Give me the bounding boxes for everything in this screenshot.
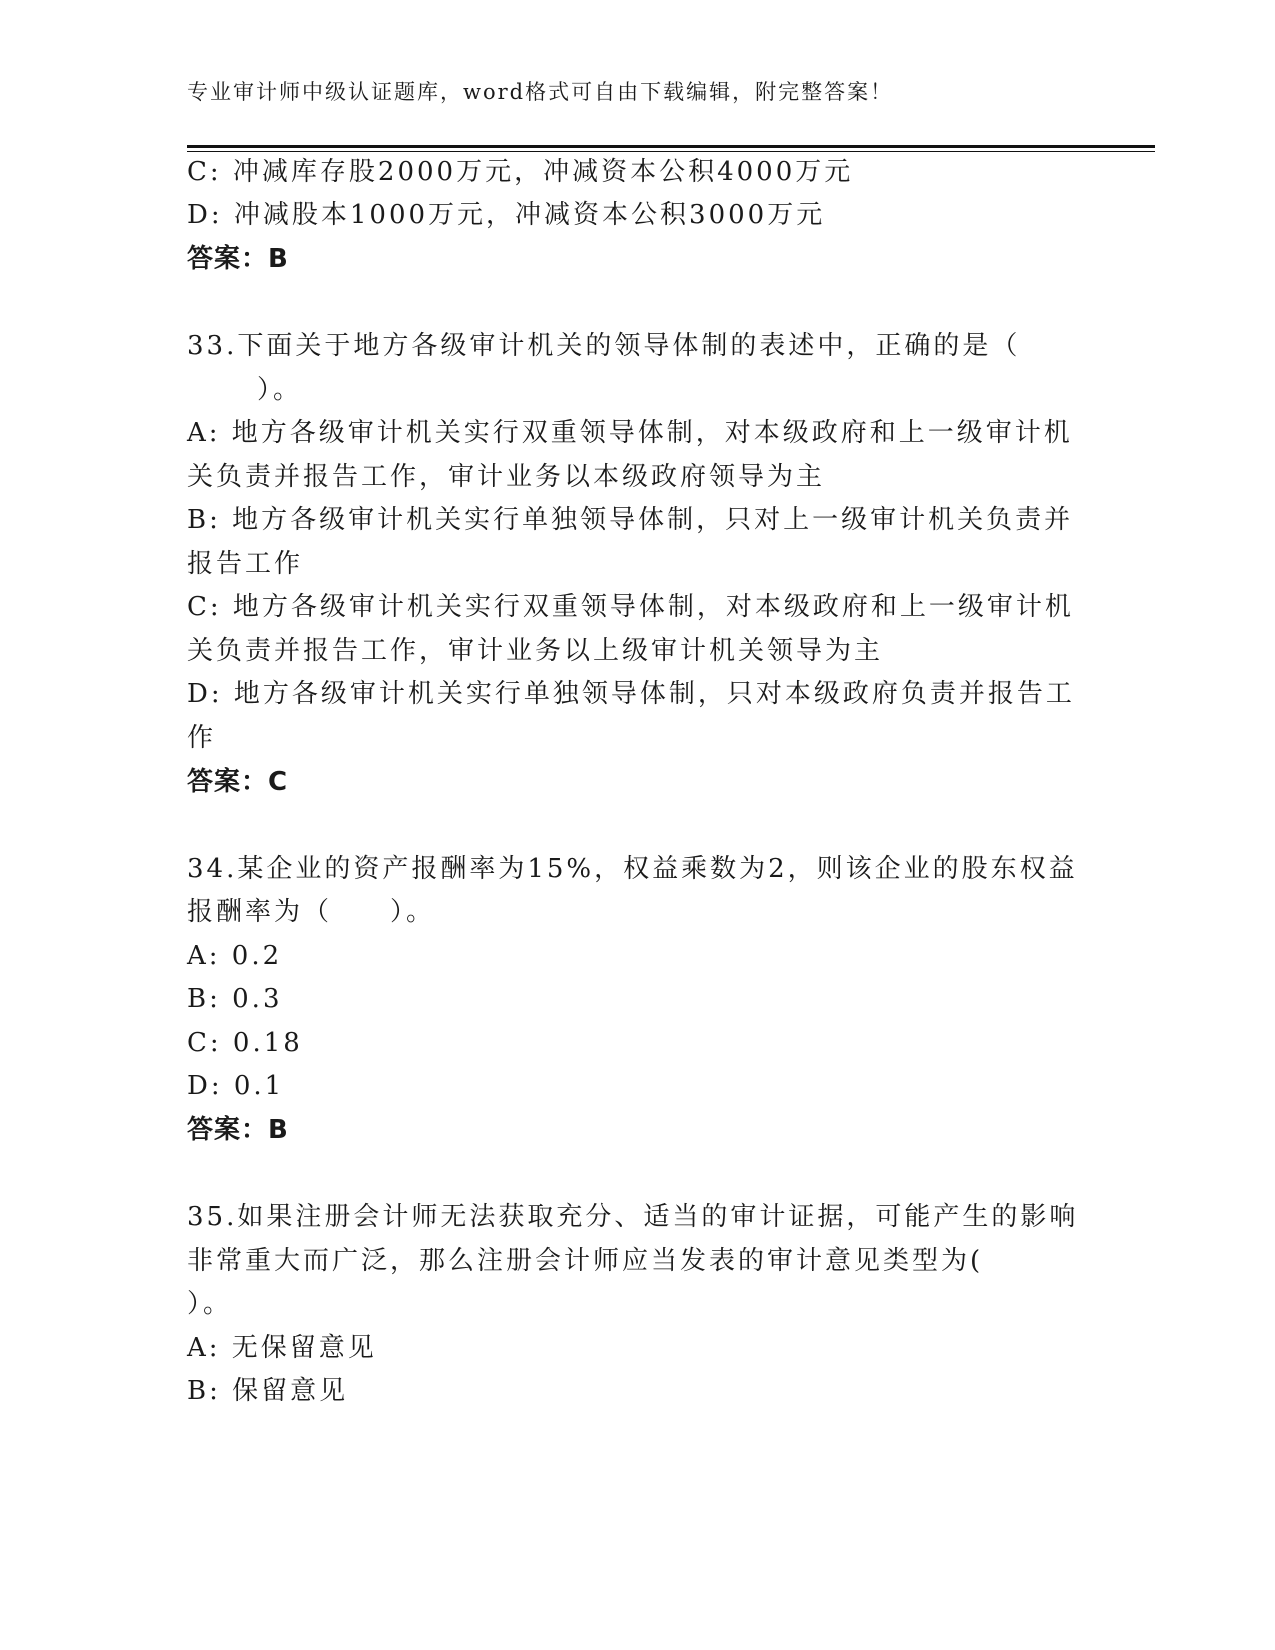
q33-option-c-line2: 关负责并报告工作，审计业务以上级审计机关领导为主 [187,636,884,666]
q35-stem-line3: ）。 [187,1289,233,1319]
q34-stem-line2: 报酬率为（ ）。 [187,897,436,927]
q32-option-c: C: 冲减库存股2000万元，冲减资本公积4000万元 [187,157,854,187]
q34-option-a: A: 0.2 [187,941,283,971]
q33-option-a-line1: A: 地方各级审计机关实行双重领导体制，对本级政府和上一级审计机 [187,418,1073,448]
header-rule-thick [187,145,1155,148]
q33-option-d-line1: D: 地方各级审计机关实行单独领导体制，只对本级政府负责并报告工 [187,679,1075,709]
header-rule-thin [187,151,1155,152]
q33-stem-line1: 33.下面关于地方各级审计机关的领导体制的表述中，正确的是（ [187,331,1021,361]
q35-stem-line2: 非常重大而广泛，那么注册会计师应当发表的审计意见类型为( [187,1246,984,1276]
q33-option-c-line1: C: 地方各级审计机关实行双重领导体制，对本级政府和上一级审计机 [187,592,1074,622]
q33-option-b-line2: 报告工作 [187,549,304,579]
q33-option-b-line1: B: 地方各级审计机关实行单独领导体制，只对上一级审计机关负责并 [187,505,1074,535]
q34-option-b: B: 0.3 [187,984,283,1014]
q33-option-d-line2: 作 [187,723,217,753]
q33-answer: 答案：C [187,767,289,797]
q34-option-c: C: 0.18 [187,1028,303,1058]
q32-option-d: D: 冲减股本1000万元，冲减资本公积3000万元 [187,200,826,230]
q34-stem-line1: 34.某企业的资产报酬率为15%，权益乘数为2，则该企业的股东权益 [187,854,1078,884]
q34-option-d: D: 0.1 [187,1071,285,1101]
q32-answer: 答案：B [187,244,289,274]
q35-option-b: B: 保留意见 [187,1376,349,1406]
q33-stem-line2: ）。 [257,375,303,405]
q34-answer: 答案：B [187,1115,289,1145]
page-header: 专业审计师中级认证题库，word格式可自由下载编辑，附完整答案！ [187,80,894,104]
q35-option-a: A: 无保留意见 [187,1333,377,1363]
q35-stem-line1: 35.如果注册会计师无法获取充分、适当的审计证据，可能产生的影响 [187,1202,1079,1232]
q33-option-a-line2: 关负责并报告工作，审计业务以本级政府领导为主 [187,462,826,492]
